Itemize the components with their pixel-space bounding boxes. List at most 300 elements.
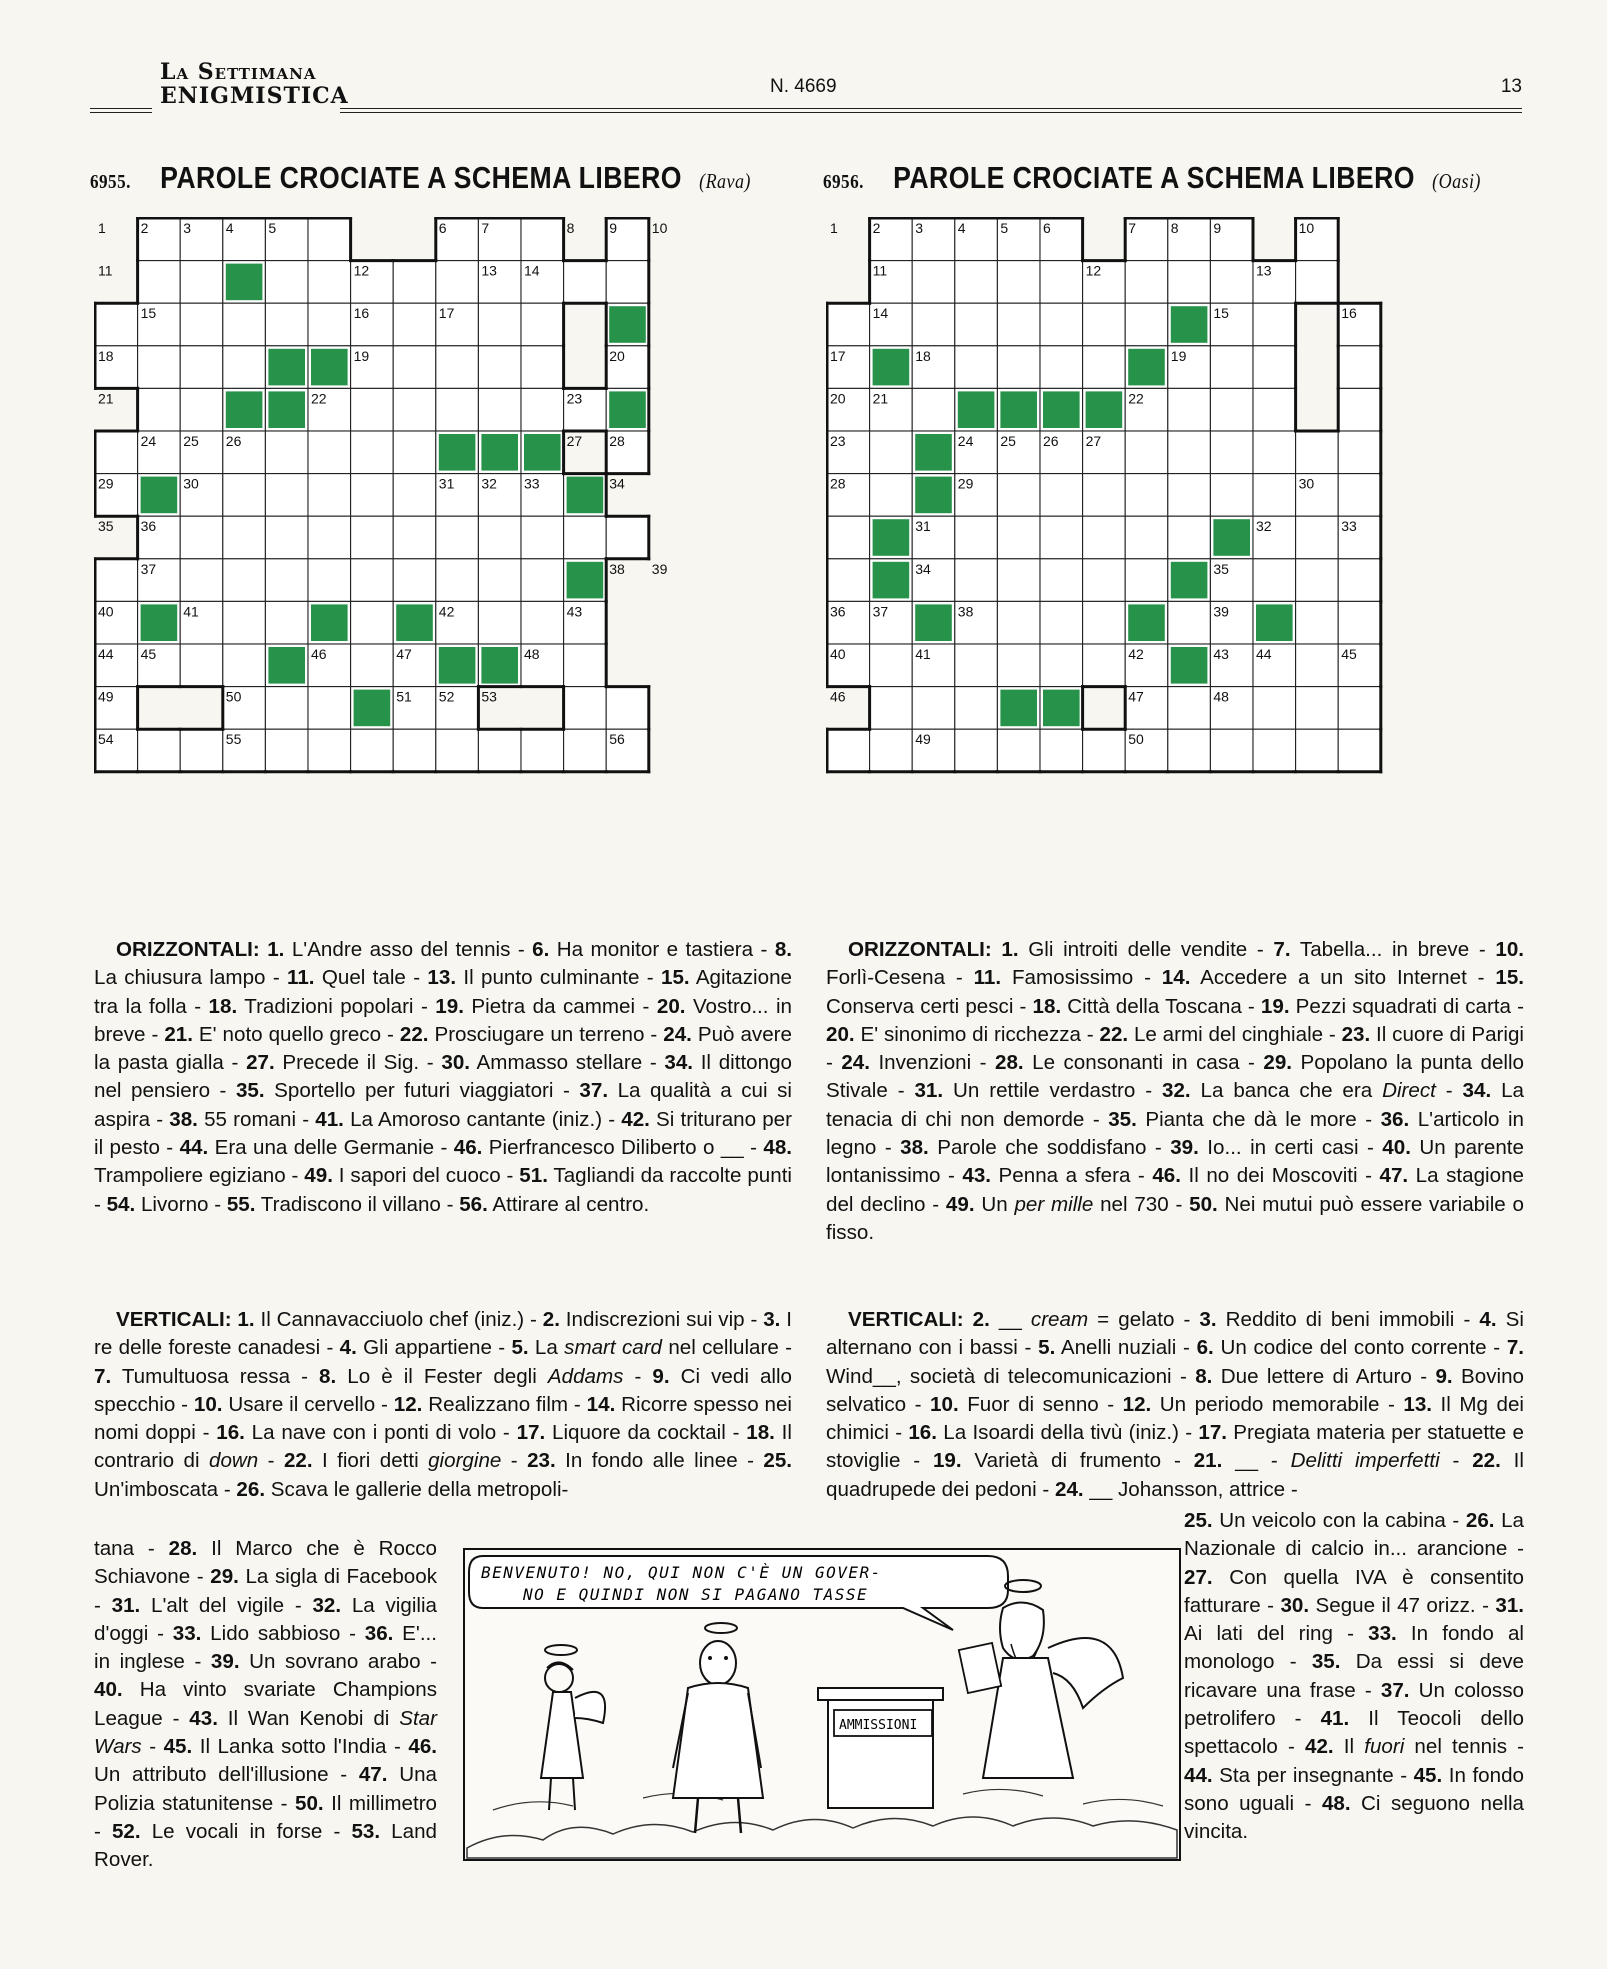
- logo-line-1: La Settimana: [160, 59, 317, 85]
- grid-cell: [351, 729, 394, 772]
- clue-number-label: 15: [140, 305, 157, 322]
- grid-cell: [606, 261, 649, 304]
- grid-cell: [955, 303, 998, 346]
- clue-number: 48.: [763, 1136, 792, 1160]
- puzzle-title-6955: [90, 160, 751, 196]
- grid-cell: [393, 431, 436, 474]
- clue-number: 19.: [1260, 994, 1290, 1018]
- grid-cell: [870, 687, 913, 730]
- grid-cell: [1083, 601, 1126, 644]
- grid-cell: [1083, 516, 1126, 559]
- clue-text: Tagliandi da raccolte punti -: [94, 1164, 792, 1216]
- clue-number-label: 51: [396, 688, 412, 705]
- clue-number: 51.: [519, 1164, 548, 1188]
- clue-number: 4.: [339, 1336, 357, 1360]
- clue-text: Tradiscono il villano -: [255, 1192, 460, 1216]
- grid-cell: [521, 346, 564, 389]
- puzzle-author: (Oasi): [1432, 169, 1481, 193]
- clue-number-label: 52: [438, 688, 455, 705]
- grid-cell: [955, 346, 998, 389]
- clue-text: Il no dei Moscoviti -: [1180, 1164, 1380, 1188]
- issue-number: N. 4669: [770, 76, 837, 97]
- black-square: [311, 604, 348, 641]
- clue-number-label: 45: [1341, 646, 1357, 662]
- clue-text: La nave con i ponti di volo -: [244, 1421, 517, 1445]
- clue-text: Ammasso stellare -: [470, 1051, 665, 1075]
- clue-number: 15.: [1495, 966, 1524, 990]
- clue-number: 6.: [532, 938, 550, 961]
- grid-cell: [223, 516, 266, 559]
- clue-number-label: 38: [609, 560, 625, 577]
- clue-number-label: 46: [830, 688, 846, 705]
- clue-number: 49.: [945, 1192, 975, 1216]
- black-square: [1171, 306, 1208, 343]
- clues-6956-down-continued: [1184, 1507, 1524, 1847]
- clue-text: Il Marco che è Rocco Schiavone -: [94, 1537, 437, 1589]
- clue-number: 34.: [664, 1051, 694, 1075]
- clue-text: I fiori detti: [312, 1449, 429, 1473]
- grid-cell: [265, 687, 308, 730]
- clue-number: 1.: [237, 1308, 255, 1331]
- grid-cell: [870, 644, 913, 687]
- grid-cell: [1125, 303, 1168, 346]
- clue-text: E' noto quello greco -: [192, 1022, 400, 1046]
- black-square: [915, 604, 952, 641]
- grid-cell: [997, 601, 1040, 644]
- clue-number: 53.: [351, 1819, 381, 1843]
- clue-number: 49.: [304, 1164, 333, 1188]
- clue-number-label: 9: [609, 220, 617, 236]
- grid-cell: [1168, 601, 1211, 644]
- clue-text: Tradizioni popolari -: [237, 994, 436, 1018]
- clue-text: Parole che soddisfano -: [928, 1136, 1171, 1160]
- grid-cell: [1040, 729, 1083, 772]
- clue-number: 43.: [962, 1164, 992, 1188]
- clue-number: 32.: [312, 1593, 342, 1617]
- clue-number-label: 34: [915, 560, 931, 577]
- clue-number: 47.: [1379, 1164, 1409, 1188]
- clue-number-label: 49: [915, 731, 931, 748]
- grid-cell: [564, 687, 607, 730]
- clue-text: Pezzi squadrati di carta -: [1289, 994, 1524, 1018]
- grid-cell: [1338, 601, 1381, 644]
- clue-text: Gli introiti delle vendite -: [1018, 938, 1274, 961]
- black-square: [354, 690, 391, 727]
- clue-number: 28.: [168, 1537, 198, 1560]
- clue-italic-text: Direct: [1382, 1079, 1436, 1103]
- grid-cell: [308, 261, 351, 304]
- grid-cell: [436, 516, 479, 559]
- grid-cell: [265, 516, 308, 559]
- clue-text: Con quella IVA è consentito fatturare -: [1184, 1565, 1524, 1617]
- clue-number-label: 12: [353, 262, 370, 279]
- clue-number: 31.: [1495, 1593, 1525, 1617]
- page-number: 13: [1500, 76, 1522, 97]
- clue-number: 29.: [210, 1565, 239, 1589]
- grid-cell: [1083, 346, 1126, 389]
- grid-cell: [1338, 431, 1381, 474]
- clue-text: Accedere a un sito Internet -: [1190, 966, 1496, 990]
- clue-number-label: 19: [353, 347, 370, 364]
- clue-text: Il Cannavacciuolo chef (iniz.) -: [254, 1308, 543, 1331]
- clue-number: 35.: [1108, 1107, 1137, 1131]
- clue-text: Segue il 47 orizz. -: [1309, 1593, 1496, 1617]
- clue-text: Vostro... in breve -: [94, 994, 792, 1046]
- clue-text: La stagione del declino -: [826, 1164, 1524, 1216]
- clue-number: 11.: [973, 966, 1002, 990]
- clue-text: Un rettile verdastro -: [943, 1079, 1162, 1103]
- clue-text: In fondo al monologo -: [1184, 1622, 1524, 1674]
- clue-text: = gelato -: [1088, 1308, 1200, 1331]
- clue-text: __ Johansson, attrice -: [1083, 1477, 1298, 1501]
- puzzle-author: (Rava): [699, 169, 751, 193]
- clue-text: La Nazionale di calcio in... arancione -: [1184, 1509, 1524, 1561]
- clue-text: Può avere la pasta gialla -: [94, 1022, 792, 1075]
- clues-6956-across: [826, 936, 1524, 1247]
- clue-number: 5.: [1038, 1336, 1056, 1360]
- clue-number: 52.: [111, 1819, 141, 1843]
- clue-number-label: 7: [1128, 220, 1136, 236]
- black-square: [1043, 391, 1080, 428]
- clue-number-label: 12: [1085, 262, 1102, 279]
- grid-cell: [1296, 516, 1339, 559]
- grid-cell: [223, 346, 266, 389]
- grid-cell: [912, 303, 955, 346]
- clue-number: 43.: [189, 1706, 218, 1730]
- clue-number: 25.: [763, 1449, 793, 1473]
- grid-cell: [478, 729, 521, 772]
- clue-text: Il Lanka sotto l'India -: [192, 1735, 409, 1759]
- clue-number-label: 39: [1213, 603, 1229, 620]
- grid-cell: [180, 346, 223, 389]
- clue-number-label: 47: [1128, 688, 1144, 705]
- clue-text: Ci seguono nella vincita.: [1184, 1791, 1524, 1844]
- grid-cell: [912, 388, 955, 431]
- page-header: [90, 60, 1522, 122]
- clue-text: In fondo sono uguali -: [1184, 1763, 1524, 1815]
- clue-number: 23.: [1341, 1022, 1371, 1046]
- clue-number-label: 4: [225, 220, 234, 236]
- clue-number: 18.: [208, 994, 238, 1018]
- black-square: [481, 647, 518, 684]
- clue-text: Land Rover.: [94, 1819, 437, 1872]
- clue-number-label: 1: [830, 220, 838, 236]
- black-square: [439, 647, 476, 684]
- grid-cell: [265, 303, 308, 346]
- clue-number-label: 5: [1000, 220, 1009, 236]
- grid-cell: [223, 644, 266, 687]
- clue-italic-text: down: [209, 1449, 259, 1473]
- clue-number: 19.: [932, 1449, 962, 1473]
- clue-text: Un'imboscata -: [94, 1477, 237, 1501]
- clue-text: Due lettere di Arturo -: [1212, 1364, 1436, 1388]
- clue-number-label: 1: [98, 220, 106, 236]
- grid-cell: [308, 303, 351, 346]
- clue-text: Si alternano con i bassi -: [826, 1308, 1524, 1360]
- clue-number-label: 11: [872, 262, 888, 279]
- clue-text: Pregiata materia per statuette e stoviglie -: [826, 1421, 1524, 1473]
- clues-6955-down: [94, 1306, 792, 1504]
- clue-text: Le consonanti in casa -: [1023, 1051, 1264, 1075]
- grid-cell: [1253, 474, 1296, 517]
- clue-number: 38.: [169, 1107, 198, 1131]
- clue-text: Gli appartiene -: [356, 1336, 512, 1360]
- grid-cell: [521, 303, 564, 346]
- clue-text: La vigilia d'oggi -: [94, 1593, 437, 1645]
- clue-number: 40.: [1382, 1136, 1411, 1160]
- clue-number: 45.: [1413, 1763, 1443, 1787]
- black-square: [1086, 391, 1123, 428]
- clue-number: 17.: [516, 1421, 546, 1445]
- grid-cell: [1338, 729, 1381, 772]
- clue-number-label: 30: [1298, 475, 1315, 492]
- grid-cell: [1253, 303, 1296, 346]
- clue-number-label: 15: [1213, 305, 1229, 322]
- grid-cell: [1083, 729, 1126, 772]
- clue-number: 7.: [1506, 1336, 1525, 1360]
- grid-cell: [393, 261, 436, 304]
- clue-number-label: 37: [872, 603, 889, 620]
- clue-number-label: 2: [140, 220, 149, 236]
- clue-number-label: 24: [957, 433, 974, 449]
- clue-number: 10.: [193, 1392, 223, 1416]
- clue-text: Reddito di beni immobili -: [1216, 1308, 1480, 1331]
- clue-number: 22.: [1099, 1022, 1129, 1046]
- grid-cell: [606, 516, 649, 559]
- grid-cell: [1040, 346, 1083, 389]
- grid-cell: [393, 729, 436, 772]
- clues-6955-across: [94, 936, 792, 1219]
- clue-number-label: 2: [872, 220, 881, 236]
- clue-text: -: [623, 1364, 653, 1388]
- clue-number-label: 33: [524, 475, 540, 492]
- grid-cell: [138, 388, 181, 431]
- black-square: [268, 349, 305, 386]
- clue-text: Indiscrezioni sui vip -: [559, 1308, 764, 1331]
- black-square: [873, 519, 910, 556]
- clue-number: 1.: [1001, 938, 1019, 961]
- grid-cell: [478, 388, 521, 431]
- grid-cell: [1083, 474, 1126, 517]
- clue-number: 3.: [1199, 1308, 1217, 1331]
- clue-italic-text: per mille: [1014, 1192, 1094, 1216]
- clue-number: 9.: [1435, 1364, 1453, 1388]
- clue-number-label: 41: [915, 646, 931, 662]
- grid-cell: [265, 559, 308, 602]
- clue-number: 24.: [663, 1022, 692, 1046]
- clue-number: 41.: [315, 1107, 344, 1131]
- clue-text: Il Teocoli dello spettacolo -: [1184, 1707, 1524, 1759]
- clue-number: 33.: [1368, 1622, 1397, 1646]
- clue-text: Fuor di senno -: [958, 1392, 1123, 1416]
- grid-cell: [1210, 346, 1253, 389]
- clue-number-label: 8: [566, 220, 575, 236]
- black-square: [873, 562, 910, 599]
- grid-cell: [997, 729, 1040, 772]
- clue-number: 42.: [621, 1107, 650, 1131]
- clue-number: 18.: [746, 1421, 775, 1445]
- grid-cell: [308, 729, 351, 772]
- clue-text: Il quadrupede dei pedoni -: [826, 1449, 1524, 1501]
- clues-6956-down: [826, 1306, 1524, 1504]
- clue-text: Wind__, società di telecomunicazioni -: [826, 1364, 1196, 1388]
- clue-number: 36.: [1380, 1107, 1410, 1131]
- clue-number: 8.: [774, 938, 793, 961]
- grid-cell: [436, 261, 479, 304]
- grid-cell: [912, 687, 955, 730]
- clue-number: 3.: [763, 1308, 781, 1331]
- grid-cell: [478, 516, 521, 559]
- clue-number-label: 22: [1128, 390, 1144, 407]
- grid-cell: [95, 431, 138, 474]
- clue-number: 7.: [1273, 938, 1291, 961]
- clue-text: Un sovrano arabo -: [239, 1650, 437, 1674]
- clue-number: 37.: [1380, 1678, 1410, 1702]
- clue-number-label: 3: [183, 220, 191, 236]
- grid-cell: [1168, 687, 1211, 730]
- grid-cell: [223, 474, 266, 517]
- grid-cell: [265, 474, 308, 517]
- clue-text: Usare il cervello -: [222, 1392, 394, 1416]
- clue-number-label: 17: [830, 347, 846, 364]
- grid-cell: [827, 559, 870, 602]
- grid-cell: [393, 388, 436, 431]
- clue-text: -: [141, 1735, 164, 1759]
- clue-number: 23.: [527, 1449, 556, 1473]
- clue-text: __ -: [1222, 1449, 1291, 1473]
- clue-number: 19.: [435, 994, 464, 1018]
- clue-number: 22.: [1472, 1449, 1501, 1473]
- grid-cell: [308, 687, 351, 730]
- clue-number: 38.: [900, 1136, 929, 1160]
- grid-cell: [223, 559, 266, 602]
- grid-cell: [1040, 303, 1083, 346]
- grid-cell: [564, 261, 607, 304]
- clue-text: Il Wan Kenobi di: [217, 1706, 400, 1730]
- clue-text: __: [989, 1308, 1031, 1331]
- clue-number: 46.: [408, 1735, 437, 1759]
- clue-number: 46.: [453, 1136, 483, 1160]
- grid-cell: [1210, 388, 1253, 431]
- clue-text: E' sinonimo di ricchezza -: [854, 1022, 1100, 1046]
- clue-text: Un periodo memorabile -: [1151, 1392, 1404, 1416]
- clue-number: 33.: [172, 1621, 202, 1645]
- clue-number-label: 33: [1341, 518, 1357, 535]
- clue-number: 15.: [660, 966, 690, 990]
- clue-number: 35.: [1311, 1650, 1341, 1674]
- clue-text: Ai lati del ring -: [1184, 1622, 1369, 1646]
- grid-cell: [997, 303, 1040, 346]
- clue-text: L'alt del vigile -: [140, 1593, 313, 1617]
- clue-text: I re delle foreste canadesi -: [94, 1308, 792, 1360]
- clue-text: Lido sabbioso -: [201, 1621, 365, 1645]
- clue-number: 50.: [295, 1791, 324, 1815]
- clue-text: Il Mg dei chimici -: [826, 1392, 1524, 1445]
- clue-number-label: 31: [915, 518, 931, 535]
- clue-text: Anelli nuziali -: [1055, 1336, 1197, 1360]
- grid-cell: [180, 559, 223, 602]
- clue-number: 22.: [283, 1449, 313, 1473]
- black-square: [226, 264, 263, 301]
- grid-cell: [955, 261, 998, 304]
- clue-text: La Amoroso cantante (iniz.) -: [343, 1107, 622, 1131]
- clue-italic-text: giorgine: [428, 1449, 502, 1473]
- grid-cell: [521, 559, 564, 602]
- grid-cell: [1040, 261, 1083, 304]
- clue-text: Il punto culminante -: [456, 966, 661, 990]
- clue-number-label: 6: [438, 220, 447, 236]
- clue-number-label: 21: [98, 390, 114, 407]
- clue-number-label: 18: [915, 347, 931, 364]
- clue-number-label: 43: [566, 603, 583, 620]
- black-square: [1000, 690, 1037, 727]
- black-square: [915, 434, 952, 471]
- grid-cell: [351, 474, 394, 517]
- clue-number: 37.: [579, 1079, 609, 1103]
- clue-text: Da essi si deve ricavare una frase -: [1184, 1650, 1524, 1702]
- clue-number: 10.: [930, 1392, 959, 1416]
- clue-text: Un veicolo con la cabina -: [1212, 1509, 1466, 1532]
- clue-section-heading: ORIZZONTALI:: [116, 938, 268, 961]
- clue-text: Attirare al centro.: [487, 1192, 650, 1216]
- clue-number-label: 7: [481, 220, 490, 236]
- grid-cell: [1296, 729, 1339, 772]
- clue-number: 16.: [908, 1421, 937, 1445]
- grid-cell: [955, 687, 998, 730]
- grid-cell: [351, 388, 394, 431]
- grid-cell: [997, 644, 1040, 687]
- grid-cell: [95, 559, 138, 602]
- grid-cell: [351, 601, 394, 644]
- grid-cell: [1253, 559, 1296, 602]
- black-square: [141, 477, 178, 514]
- clue-number: 26.: [1465, 1509, 1495, 1532]
- grid-cell: [265, 729, 308, 772]
- clue-number: 8.: [1195, 1364, 1213, 1388]
- clue-number-label: 13: [1256, 262, 1272, 279]
- grid-cell: [138, 346, 181, 389]
- clue-number: 4.: [1479, 1308, 1497, 1331]
- clue-number-label: 25: [1000, 433, 1016, 449]
- clue-number: 27.: [1184, 1565, 1213, 1589]
- black-square: [1128, 349, 1165, 386]
- grid-cell: [180, 303, 223, 346]
- grid-cell: [478, 559, 521, 602]
- grid-cell: [138, 729, 181, 772]
- clue-paragraph: [94, 936, 792, 1219]
- clue-section-heading: VERTICALI:: [848, 1308, 973, 1331]
- grid-cell: [870, 474, 913, 517]
- grid-cell: [308, 218, 351, 261]
- clue-number: 22.: [399, 1022, 429, 1046]
- clue-number-label: 29: [98, 475, 114, 492]
- clue-number: 42.: [1305, 1735, 1334, 1759]
- grid-cell: [308, 474, 351, 517]
- clue-number: 18.: [1032, 994, 1062, 1018]
- clue-number-label: 44: [1256, 646, 1272, 662]
- black-square: [311, 349, 348, 386]
- clue-text: Un parente lontanissimo -: [826, 1136, 1524, 1188]
- speech-line-2: NO E QUINDI NON SI PAGANO TASSE: [523, 1585, 869, 1604]
- clue-number-label: 37: [140, 560, 157, 577]
- clue-text: Ci vedi allo specchio -: [94, 1364, 793, 1416]
- clue-text: Agitazione tra la folla -: [94, 966, 792, 1018]
- clue-text: La banca che era: [1190, 1079, 1383, 1103]
- clues-6955-down-continued: [94, 1535, 437, 1875]
- clue-number-label: 48: [524, 646, 540, 662]
- clue-number-label: 40: [830, 646, 846, 662]
- clue-number: 44.: [1184, 1763, 1213, 1787]
